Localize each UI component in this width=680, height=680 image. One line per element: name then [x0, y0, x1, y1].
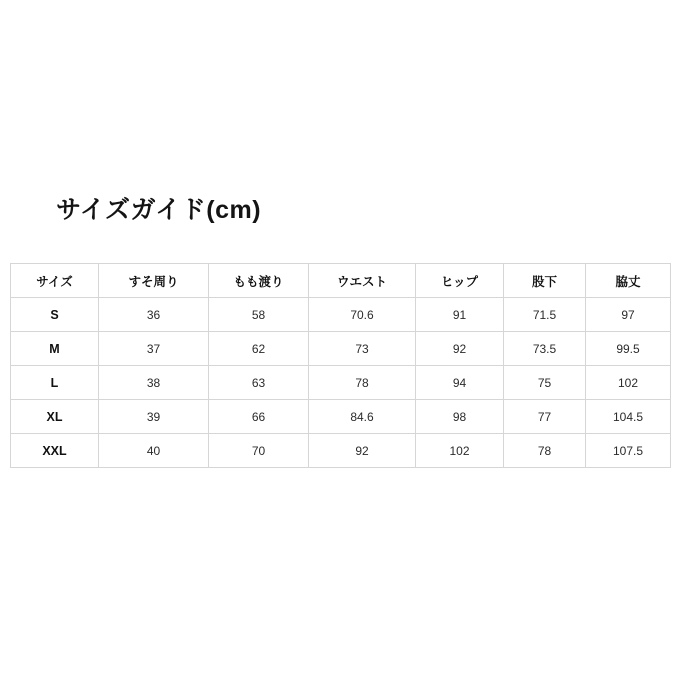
- column-header-thigh: もも渡り: [209, 264, 309, 298]
- cell-hip: 102: [416, 434, 504, 468]
- page-title: サイズガイド(cm): [56, 196, 262, 224]
- column-header-hip: ヒップ: [416, 264, 504, 298]
- cell-size: S: [11, 298, 99, 332]
- cell-hip: 92: [416, 332, 504, 366]
- cell-inseam: 77: [504, 400, 586, 434]
- cell-side-length: 99.5: [586, 332, 671, 366]
- cell-size: XL: [11, 400, 99, 434]
- cell-hip: 91: [416, 298, 504, 332]
- column-header-hem: すそ周り: [99, 264, 209, 298]
- cell-waist: 70.6: [309, 298, 416, 332]
- cell-thigh: 58: [209, 298, 309, 332]
- table-row: [11, 298, 671, 332]
- cell-waist: 84.6: [309, 400, 416, 434]
- cell-thigh: 62: [209, 332, 309, 366]
- table-header: [11, 264, 671, 298]
- cell-hip: 94: [416, 366, 504, 400]
- cell-thigh: 70: [209, 434, 309, 468]
- table-row: [11, 434, 671, 468]
- cell-hem: 36: [99, 298, 209, 332]
- size-guide-table-wrapper: [10, 263, 670, 468]
- cell-inseam: 75: [504, 366, 586, 400]
- table-header-row: [11, 264, 671, 298]
- cell-inseam: 73.5: [504, 332, 586, 366]
- cell-size: XXL: [11, 434, 99, 468]
- table-body: [11, 298, 671, 468]
- cell-waist: 78: [309, 366, 416, 400]
- cell-hem: 40: [99, 434, 209, 468]
- cell-inseam: 71.5: [504, 298, 586, 332]
- table-row: [11, 332, 671, 366]
- cell-hem: 38: [99, 366, 209, 400]
- column-header-waist: ウエスト: [309, 264, 416, 298]
- cell-hem: 37: [99, 332, 209, 366]
- column-header-side-length: 脇丈: [586, 264, 671, 298]
- table-row: [11, 400, 671, 434]
- cell-side-length: 104.5: [586, 400, 671, 434]
- cell-hem: 39: [99, 400, 209, 434]
- cell-side-length: 107.5: [586, 434, 671, 468]
- cell-thigh: 63: [209, 366, 309, 400]
- table-row: [11, 366, 671, 400]
- cell-size: L: [11, 366, 99, 400]
- cell-hip: 98: [416, 400, 504, 434]
- cell-waist: 92: [309, 434, 416, 468]
- cell-inseam: 78: [504, 434, 586, 468]
- cell-waist: 73: [309, 332, 416, 366]
- cell-size: M: [11, 332, 99, 366]
- size-guide-table: [10, 263, 671, 468]
- cell-side-length: 102: [586, 366, 671, 400]
- cell-thigh: 66: [209, 400, 309, 434]
- column-header-inseam: 股下: [504, 264, 586, 298]
- column-header-size: サイズ: [11, 264, 99, 298]
- cell-side-length: 97: [586, 298, 671, 332]
